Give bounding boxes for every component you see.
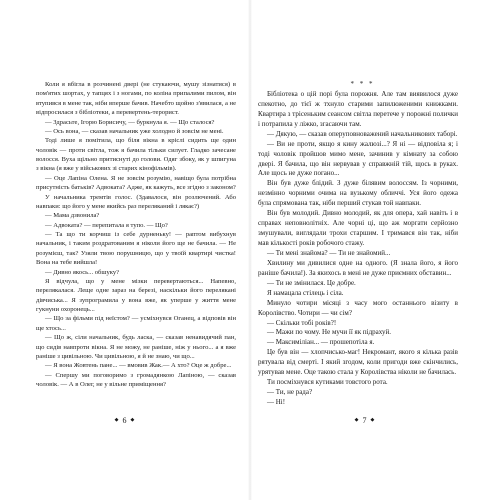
paragraph: — Мажи по чому. Не мучи її як підрахуй. [267, 328, 391, 337]
paragraph: — Максиміліан... — прошепотіла я. [267, 338, 375, 347]
paragraph: — Я вона Жовтень пане... — вмовив Жак.— А хто? Оце ж добре... [45, 362, 232, 370]
paragraph: — Ось вона, — сказав начальник уже холодно й зовсім не мені. [45, 127, 224, 135]
paragraph: — Дякую, — сказав оперуповноважений начальникових таборі. [267, 129, 458, 138]
paragraph: Я намацала стілець і сіла. [267, 288, 344, 297]
paragraph: Я відчула, що у мене мізки перевертаються... Напевно, перелякалася. Леще одне зараз на березі, наскільки його перелякані дівчиська... Я зупрограмила у вона вже, як уперше у життя мене гукнуни охоронець... [36, 277, 236, 313]
paragraph: — Мама дзвонила? [45, 212, 100, 220]
right-page [250, 0, 500, 500]
paragraph: — Адвоката? — перепитала я тупо. — Що? [45, 221, 168, 229]
paragraph: — Ви не проти, якщо я кину жалюзі...? Я ні — відповіла я; і тоді чоловік пройшов мимо мене, зачинив у кімнату за собою двері. Я бачила, що він нервував у справжній тій, щось в руках. Але щось не дуже погано... [258, 139, 458, 178]
paragraph: — Ти не змінилася. Це добре. [267, 278, 356, 287]
paragraph: Це був він — хлопчисько-маг! Некромант, якого я кілька разів рятувала від смерті. І який згодом, коли пригоди вже скінчились, урятував мене. Оце такою стала у Королівства ніколи не бачилась. [258, 348, 458, 377]
paragraph: Хвилину ми дивилися одне на одного. (Я знала його, я його раніше бачила!). За якихось в мені не дуже приємних обставин... [258, 258, 458, 277]
paragraph: Коли я вбігла в розчинені двері (не стукаючи, мушу зізнатися) в пом'ятих шортах, у тапцях і з ногами, по коліна припалими пилом, він втупився в мене так, ніби вперше бачив. Начебто щойно з'явилася, а не відпросилася з бібліотеки, а перевертень-терорист. [36, 81, 236, 117]
section-separator: * * * [350, 80, 375, 88]
paragraph: Ти посміхнувся кутиками товстого рота. [267, 378, 388, 387]
paragraph: — Дивно якось... обшуку? [45, 268, 120, 276]
page-number-value: 7 [362, 416, 368, 425]
right-page-number [250, 416, 490, 425]
ornament-right-icon: ◆ [130, 418, 136, 424]
paragraph: — Що за фільми під неїстом? — усміхнувся Оганец, а відповів він ще хтось... [36, 315, 236, 332]
ornament-right-icon: ◆ [370, 418, 376, 424]
ornament-left-icon: ◆ [114, 418, 120, 424]
paragraph: — Спершу ми поговоримо з громадянкою Лапіною, — сказав чоловік. — А в Олег, не у вільне приміщення? [36, 371, 236, 388]
paragraph: Бібліотека о цій порі була порожня. Але там виявилося дуже спекотно, до тієї ж тхнуло старими запилюженими книжками. Квартира з трісеньким сеансом світла перетече у порожні полички і потрапила у ліжко, згасаючи там. [258, 89, 458, 128]
ornament-left-icon: ◆ [354, 418, 360, 424]
left-page-text [36, 80, 236, 389]
paragraph: — Ти мені знайома? — Ти не знайомий... [267, 248, 391, 257]
right-page-text [258, 80, 458, 408]
paragraph: Він був дуже блідий. З дуже білявим волоссям. Із чорними, незмінно чорними очима на вузькому обличчі. Уся його одежа була спрямована так, ніби перший стукав той навпаки. [258, 179, 458, 208]
left-page-number [0, 416, 250, 425]
paragraph: Тоді лише я помітила, що біля вікна в кріслі сидить ще один чоловік — проти світла, тож я бачила тільки силует. Гладко зачесане волосся. Вуха щільно притиснуті до голови. Одяг збоку, як у шпигуна з вікна (я вже у військових зі старих кінофільмів). [36, 137, 236, 173]
paragraph: — Що ж, сіли начальник, будь ласка, — сказав ненавидячий пан, що сидів навпроти вікна. Я не можу, не раніше, ніж у нього... а я вже раніше з цивільною. Чи цивільною, я й не знаю, чи що... [36, 334, 236, 360]
paragraph: Минуло чотири місяці з часу мого останнього візиту в Королівство. Чотири — чи сім? [258, 298, 458, 317]
paragraph: — Ти, не рада? [267, 388, 313, 397]
paragraph: — Здрасьте, Ігорю Борисичу, — буркнула я. — Що сталося? [45, 118, 215, 126]
paragraph: У начальника тремтів голос. (Здавалося, він розлючений. Або навпаки: що його у мене якийсь раз переляканий і лякає?) [36, 193, 236, 210]
paragraph: — Та що ти корчиш із себе дурненьку! — раптом вибухнув начальник, і таким роздратованим я ніколи його ще не бачила. — Не розумієш, так? Узяли твою порушницю, що у твоїй квартирі чистка! Вона на тебе вийшла! [36, 231, 236, 267]
paragraph: — Скільки тобі років?! [267, 318, 337, 327]
paragraph: — Оце Лапіна Олена. Я не зовсім розумію, навіщо була потрібна присутність батьків? Адвоката? Адже, як кажуть, все згідно з законом? [36, 174, 236, 192]
page-number-value: 6 [122, 416, 128, 425]
paragraph: — Ні! [267, 398, 286, 406]
paragraph: Він був молодий. Дивно молодий, як для опера, хай навіть і в справах неповнолітніх. Але чорні ці, що аж моргати серйозно змушували, виглядали трохи старшим. І тримався він так, ніби мав кількості років робочого стажу. [258, 209, 458, 247]
